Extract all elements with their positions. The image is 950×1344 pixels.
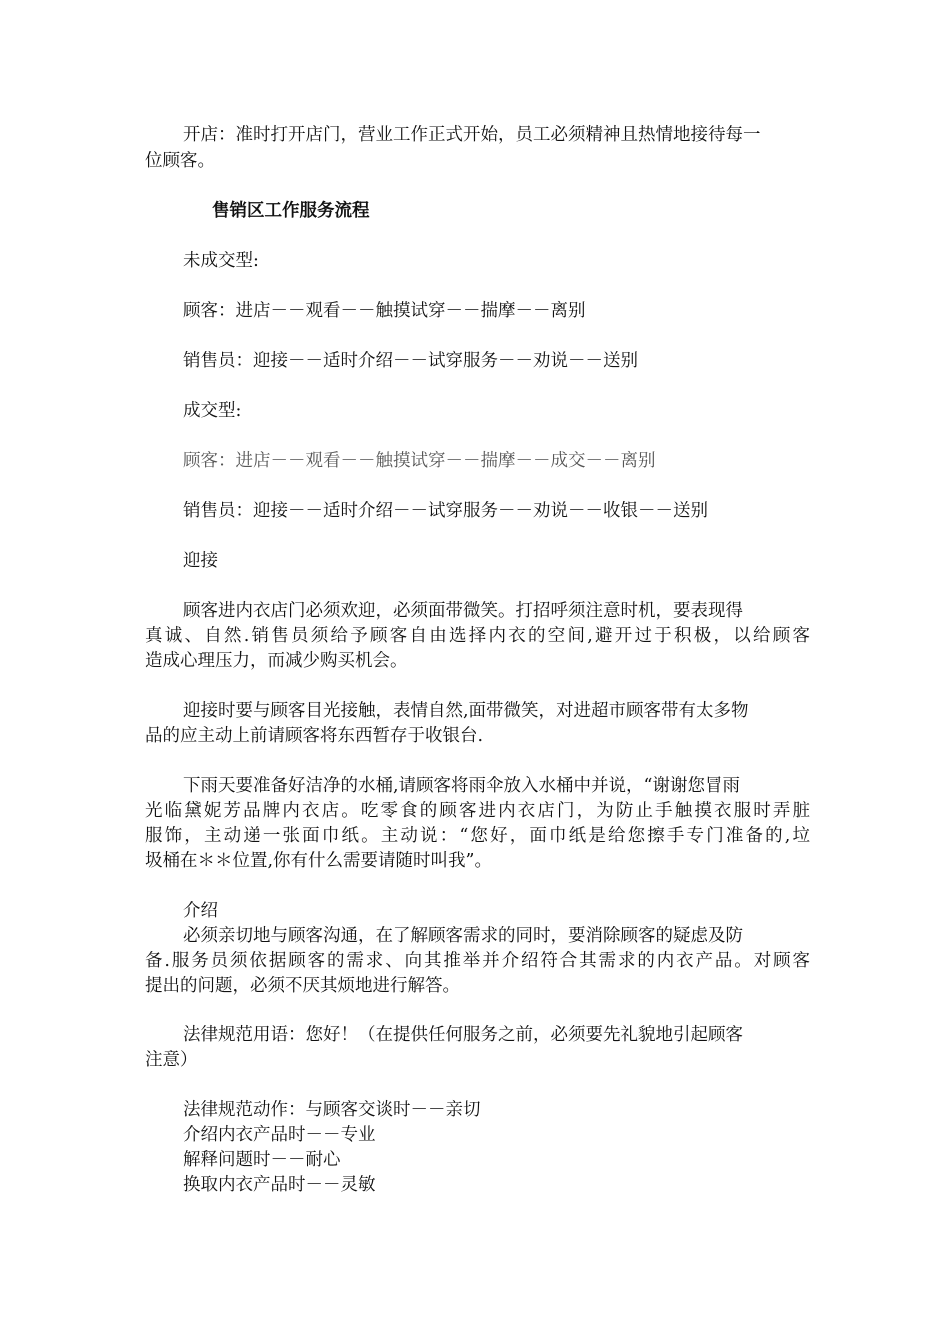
legal-action-4: 换取内衣产品时－－灵敏 bbox=[183, 1175, 376, 1195]
opening-line-1: 开店：准时打开店门，营业工作正式开始，员工必须精神且热情地接待每一 bbox=[183, 125, 761, 145]
greeting-paragraph-3-line-1: 下雨天要准备好洁净的水桶,请顾客将雨伞放入水桶中并说，“谢谢您冒雨 bbox=[183, 776, 741, 796]
closed-customer-flow: 顾客：进店－－观看－－触摸试穿－－揣摩－－成交－－离别 bbox=[183, 451, 656, 471]
legal-language-line-1: 法律规范用语：您好！（在提供任何服务之前，必须要先礼貌地引起顾客 bbox=[183, 1025, 743, 1045]
legal-language-line-2: 注意） bbox=[145, 1050, 198, 1070]
introduction-paragraph-line-3: 提出的问题，必须不厌其烦地进行解答。 bbox=[145, 976, 460, 996]
legal-action-2: 介绍内衣产品时－－专业 bbox=[183, 1125, 376, 1145]
greeting-paragraph-3-line-3: 服饰，主动递一张面巾纸。主动说：“您好，面巾纸是给您擦手专门准备的,垃 bbox=[145, 826, 810, 846]
greeting-title: 迎接 bbox=[183, 551, 218, 571]
introduction-paragraph-line-1: 必须亲切地与顾客沟通，在了解顾客需求的同时，要消除顾客的疑虑及防 bbox=[183, 926, 743, 946]
not-closed-label: 未成交型: bbox=[183, 251, 259, 271]
greeting-paragraph-3-line-4: 圾桶在＊＊位置,你有什么需要请随时叫我”。 bbox=[145, 851, 493, 871]
greeting-paragraph-2-line-2: 品的应主动上前请顾客将东西暂存于收银台. bbox=[145, 726, 484, 746]
greeting-paragraph-2-line-1: 迎接时要与顾客目光接触，表情自然,面带微笑，对进超市顾客带有太多物 bbox=[183, 701, 749, 721]
not-closed-customer-flow: 顾客：进店－－观看－－触摸试穿－－揣摩－－离别 bbox=[183, 301, 586, 321]
introduction-paragraph-line-2: 备.服务员须依据顾客的需求、向其推举并介绍符合其需求的内衣产品。对顾客 bbox=[145, 951, 810, 971]
opening-line-2: 位顾客。 bbox=[145, 151, 215, 171]
greeting-paragraph-1-line-2: 真诚、自然.销售员须给予顾客自由选择内衣的空间,避开过于积极，以给顾客 bbox=[145, 626, 810, 646]
legal-action-3: 解释问题时－－耐心 bbox=[183, 1150, 341, 1170]
greeting-paragraph-1-line-3: 造成心理压力，而减少购买机会。 bbox=[145, 651, 408, 671]
greeting-paragraph-3-line-2: 光临黛妮芳品牌内衣店。吃零食的顾客进内衣店门，为防止手触摸衣服时弄脏 bbox=[145, 801, 810, 821]
section-title: 售销区工作服务流程 bbox=[212, 201, 370, 221]
introduction-title: 介绍 bbox=[183, 901, 218, 921]
closed-label: 成交型: bbox=[183, 401, 242, 421]
not-closed-sales-flow: 销售员：迎接－－适时介绍－－试穿服务－－劝说－－送别 bbox=[183, 351, 638, 371]
greeting-paragraph-1-line-1: 顾客进内衣店门必须欢迎，必须面带微笑。打招呼须注意时机，要表现得 bbox=[183, 601, 743, 621]
legal-action-1: 法律规范动作：与顾客交谈时－－亲切 bbox=[183, 1100, 481, 1120]
closed-sales-flow: 销售员：迎接－－适时介绍－－试穿服务－－劝说－－收银－－送别 bbox=[183, 501, 708, 521]
